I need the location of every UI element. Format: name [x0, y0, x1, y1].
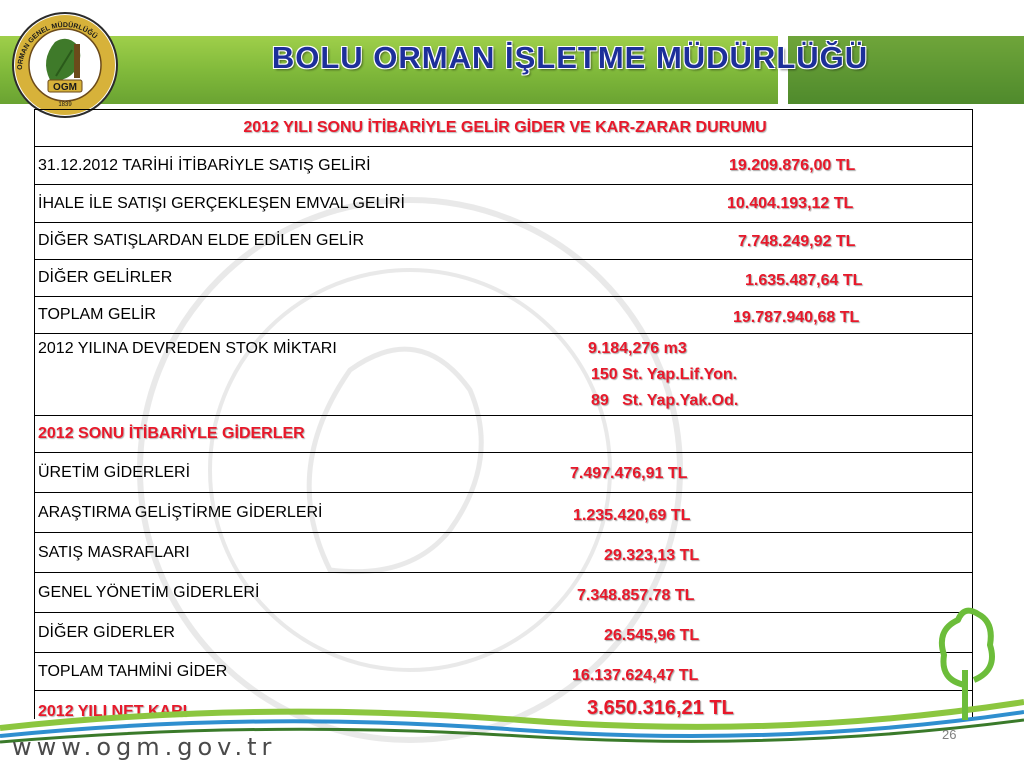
net-profit-label: 2012 YILI NET KARI [38, 703, 188, 720]
row-label: 31.12.2012 TARİHİ İTİBARİYLE SATIŞ GELİRİ [38, 156, 371, 174]
net-profit-value: 3.650.316,21 TL [587, 697, 734, 719]
row-value: 10.404.193,12 TL [727, 195, 854, 212]
table-row [35, 147, 973, 185]
row-label: ARAŞTIRMA GELİŞTİRME GİDERLERİ [38, 503, 323, 521]
expense-heading: 2012 SONU İTİBARİYLE GİDERLER [35, 416, 973, 453]
row-value: 7.748.249,92 TL [738, 233, 856, 250]
table-row [35, 185, 973, 223]
page-number: 26 [942, 727, 957, 742]
row-value: 1.235.420,69 TL [573, 507, 691, 524]
logo-ring-text: ORMAN GENEL MÜDÜRLÜĞÜ [16, 21, 99, 71]
row-value: 7.348.857.78 TL [577, 587, 695, 604]
row-label: ÜRETİM GİDERLERİ [38, 463, 191, 481]
row-value: 1.635.487,64 TL [745, 272, 863, 289]
row-label: DİĞER GİDERLER [38, 623, 175, 641]
row-value: 19.787.940,68 TL [733, 309, 860, 326]
row-label: SATIŞ MASRAFLARI [38, 543, 190, 561]
table-row [35, 573, 973, 613]
row-value: 16.137.624,47 TL [572, 667, 699, 684]
financial-table [34, 109, 973, 719]
logo-text: OGM [53, 82, 77, 93]
stock-volume: 9.184,276 m3 [588, 340, 687, 357]
table-row [35, 493, 973, 533]
stock-row [35, 334, 973, 416]
website-url: www.ogm.gov.tr [12, 733, 277, 761]
row-label: GENEL YÖNETİM GİDERLERİ [38, 583, 260, 601]
stock-fiber: 150 St. Yap.Lif.Yon. [591, 366, 738, 383]
row-value: 7.497.476,91 TL [570, 465, 688, 482]
stock-fuel: 89 St. Yap.Yak.Od. [591, 392, 739, 409]
ogm-logo-icon [10, 10, 120, 120]
logo-year: 1839 [58, 102, 72, 108]
row-value: 26.545,96 TL [604, 627, 700, 644]
page-title: BOLU ORMAN İŞLETME MÜDÜRLÜĞÜ [271, 40, 869, 75]
table-row [35, 533, 973, 573]
row-value: 19.209.876,00 TL [729, 157, 856, 174]
tree-icon [930, 600, 1000, 730]
row-label: İHALE İLE SATIŞI GERÇEKLEŞEN EMVAL GELİRİ [38, 194, 405, 212]
table-row [35, 223, 973, 260]
table-row [35, 453, 973, 493]
table-row [35, 297, 973, 334]
row-label: TOPLAM TAHMİNİ GİDER [38, 662, 228, 680]
stock-label: 2012 YILINA DEVREDEN STOK MİKTARI [38, 340, 337, 357]
row-label: DİĞER SATIŞLARDAN ELDE EDİLEN GELİR [38, 232, 365, 249]
row-label: DİĞER GELİRLER [38, 269, 173, 286]
row-value: 29.323,13 TL [604, 547, 700, 564]
row-label: TOPLAM GELİR [38, 306, 156, 323]
table-row [35, 260, 973, 297]
table-heading: 2012 YILI SONU İTİBARİYLE GELİR GİDER VE KAR-ZARAR DURUMU [35, 110, 973, 147]
